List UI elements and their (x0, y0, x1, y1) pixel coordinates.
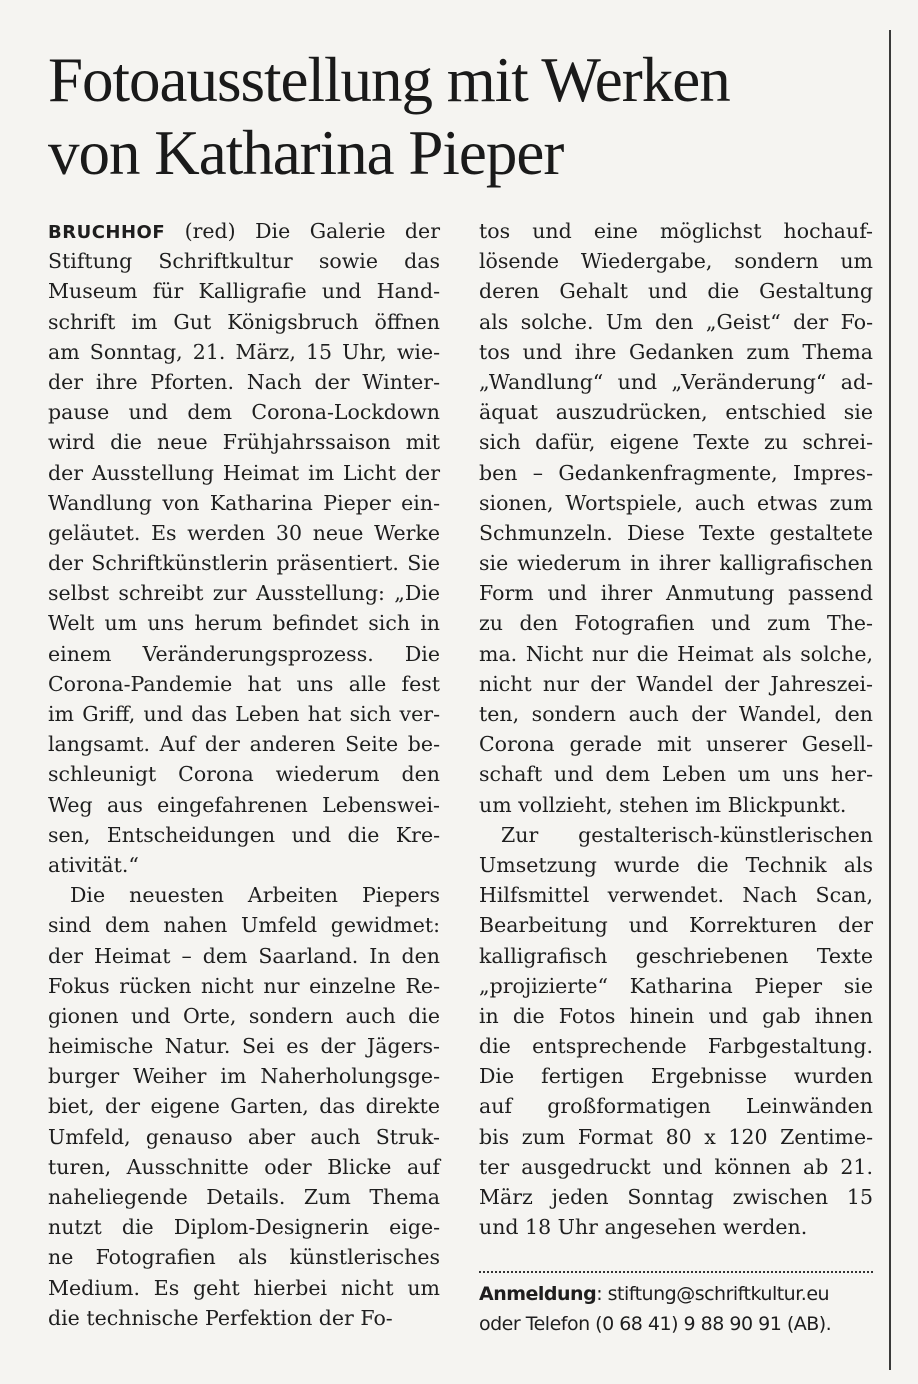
text-line: sionen, Wortspiele, auch etwas zum (479, 490, 873, 515)
text-line (48, 216, 440, 246)
column-rule (889, 30, 891, 1370)
text-line: Corona-Pandemie hat uns alle fest (48, 671, 440, 696)
text-line: Die fertigen Ergebnisse wurden (479, 1064, 873, 1089)
text-line: Medium. Es geht hierbei nicht um (48, 1275, 440, 1300)
text-line: geläutet. Es werden 30 neue Werke (48, 520, 440, 545)
headline-line: Fotoausstellung mit Werken (48, 45, 730, 115)
text-line: ma. Nicht nur die Heimat als solche, (479, 641, 873, 666)
article-column-right (479, 216, 873, 1242)
text-line: nicht nur der Wandel der Jahreszei- (479, 671, 873, 696)
text-line: Stiftung Schriftkultur sowie das (48, 249, 440, 274)
text-line: Schmunzeln. Diese Texte gestaltete (479, 520, 873, 545)
text-line: sen, Entscheidungen und die Kre- (48, 822, 440, 847)
text-line: der Schriftkünstlerin präsentiert. Sie (48, 551, 440, 576)
text-line: tos und ihre Gedanken zum Thema (479, 339, 873, 364)
text-line: Zur gestalterisch-künstlerischen (501, 822, 873, 847)
text-line: der Heimat – dem Saarland. In den (48, 943, 440, 968)
text-line: burger Weiher im Naherholungsge- (48, 1064, 440, 1089)
text-line: Hilfsmittel verwendet. Nach Scan, (479, 883, 873, 908)
article-column-left (48, 216, 440, 1333)
text-run: (red) Die Galerie der (165, 219, 440, 243)
text-line: um vollzieht, stehen im Blickpunkt. (479, 792, 847, 817)
text-line: die entsprechende Farbgestaltung. (479, 1034, 873, 1059)
text-line: „projizierte“ Katharina Pieper sie (479, 973, 873, 998)
text-line: langsamt. Auf der anderen Seite be- (48, 732, 440, 757)
text-line: deren Gehalt und die Gestaltung (479, 279, 873, 304)
text-line: März jeden Sonntag zwischen 15 (479, 1185, 873, 1209)
text-line: der Ausstellung Heimat im Licht der (48, 460, 440, 485)
contact-email: : stiftung@schriftkultur.eu (596, 1283, 830, 1305)
text-line: lösende Wiedergabe, sondern um (479, 249, 873, 274)
text-line: äquat auszudrücken, entschied sie (479, 400, 873, 425)
text-line: Form und ihrer Anmutung passend (479, 581, 873, 606)
text-line: turen, Ausschnitte oder Blicke auf (48, 1154, 440, 1179)
text-line: kalligrafisch geschriebenen Texte (479, 943, 873, 968)
text-line: Weg aus eingefahrenen Lebenswei- (48, 792, 440, 817)
text-line: sie wiederum in ihrer kalligrafischen (479, 551, 873, 576)
text-line: auf großformatigen Leinwänden (479, 1094, 873, 1119)
text-line: „Wandlung“ und „Veränderung“ ad- (479, 369, 873, 394)
text-line: Fokus rücken nicht nur einzelne Re- (48, 973, 440, 998)
text-line: bis zum Format 80 x 120 Zentime- (479, 1124, 873, 1149)
text-line: zu den Fotografien und zum The- (479, 611, 873, 636)
text-line: wird die neue Frühjahrssaison mit (48, 430, 440, 455)
text-line: die technische Perfektion der Fo- (48, 1305, 393, 1330)
dateline: BRUCHHOF (48, 222, 166, 243)
text-line: einem Veränderungsprozess. Die (48, 641, 440, 666)
text-line: sich dafür, eigene Texte zu schrei- (479, 430, 873, 455)
text-line: und 18 Uhr angesehen werden. (479, 1215, 808, 1240)
text-line: ten, sondern auch der Wandel, den (479, 702, 873, 726)
text-line: Wandlung von Katharina Pieper ein- (48, 490, 440, 515)
text-line: gionen und Orte, sondern auch die (48, 1003, 440, 1028)
text-line: pause und dem Corona-Lockdown (48, 400, 440, 425)
text-line: schrift im Gut Königsbruch öffnen (48, 309, 440, 334)
text-line: sind dem nahen Umfeld gewidmet: (48, 913, 440, 938)
text-line: Umsetzung wurde die Technik als (479, 852, 873, 877)
text-line: ne Fotografien als künstlerisches (48, 1245, 440, 1270)
article-headline (48, 44, 878, 190)
text-line: heimische Natur. Sei es der Jägers- (48, 1034, 440, 1059)
text-line: biet, der eigene Garten, das direkte (48, 1094, 440, 1119)
text-line: im Griff, und das Leben hat sich ver- (48, 702, 440, 726)
text-line: ativität.“ (48, 852, 139, 877)
text-line: nutzt die Diplom-Designerin eige- (48, 1215, 440, 1240)
text-line: Die neuesten Arbeiten Piepers (70, 883, 440, 908)
contact-phone: oder Telefon (0 68 41) 9 88 90 91 (AB). (479, 1313, 832, 1335)
text-line: tos und eine möglichst hochauf- (479, 219, 873, 243)
text-line: ben – Gedankenfragmente, Impres- (479, 460, 873, 485)
text-line: ter ausgedruckt und können ab 21. (479, 1154, 873, 1179)
text-line: schaft und dem Leben um uns her- (479, 762, 873, 787)
text-line: als solche. Um den „Geist“ der Fo- (479, 309, 873, 334)
text-line: Umfeld, genauso aber auch Struk- (48, 1124, 440, 1149)
contact-label: Anmeldung (479, 1283, 597, 1305)
text-line: selbst schreibt zur Ausstellung: „Die (48, 581, 440, 606)
contact-divider (479, 1271, 873, 1273)
text-line: naheliegende Details. Zum Thema (48, 1185, 440, 1209)
headline-line: von Katharina Pieper (48, 118, 564, 188)
text-line: der ihre Pforten. Nach der Winter- (48, 369, 440, 394)
contact-info (479, 1279, 879, 1339)
text-line: Bearbeitung und Korrekturen der (479, 913, 873, 938)
text-line: Corona gerade mit unserer Gesell- (479, 732, 873, 757)
text-line: am Sonntag, 21. März, 15 Uhr, wie- (48, 339, 440, 364)
text-line: Museum für Kalligrafie und Hand- (48, 279, 440, 304)
text-line: Welt um uns herum befindet sich in (48, 611, 440, 636)
text-line: schleunigt Corona wiederum den (48, 762, 440, 787)
text-line: in die Fotos hinein und gab ihnen (479, 1003, 873, 1028)
contact-email-row (479, 1279, 879, 1309)
